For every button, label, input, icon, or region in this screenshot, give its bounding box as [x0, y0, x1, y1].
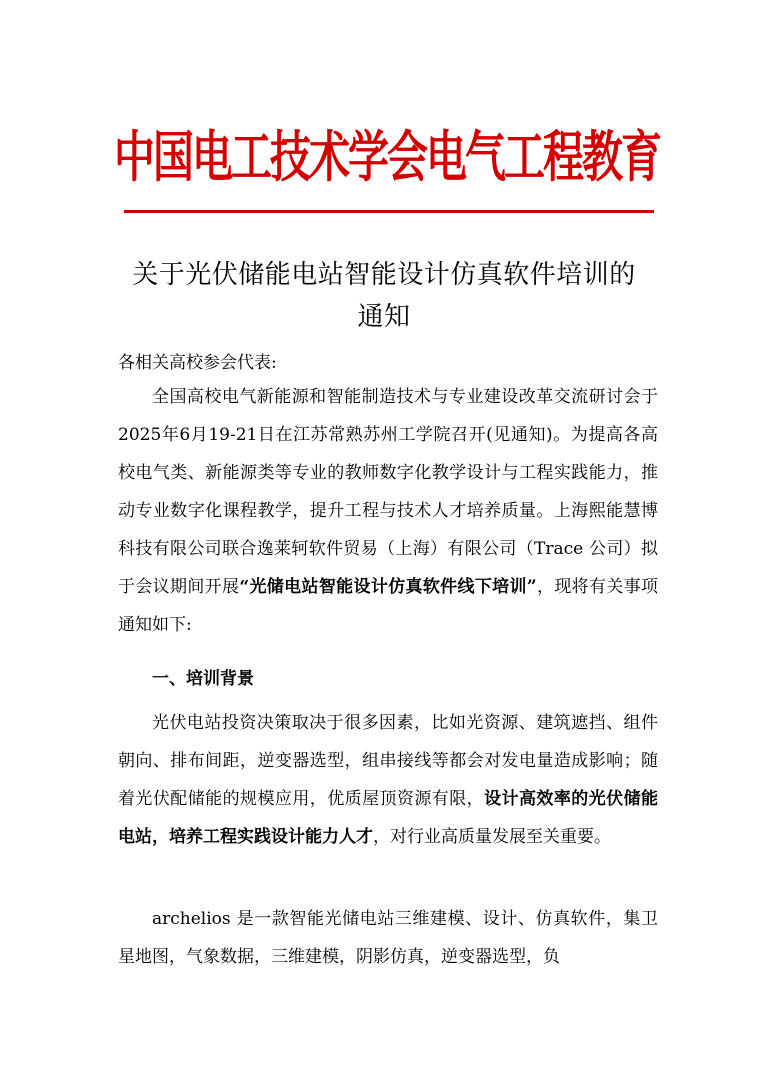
- organization-header-title: 中国电工技术学会电气工程教育: [114, 124, 660, 190]
- notice-title-line-2: 通知: [357, 302, 411, 332]
- paragraph-background-bold: 设计高效率的光伏储能电站，培养工程实践设计能力人才: [118, 789, 659, 847]
- header-divider-line: [124, 210, 654, 213]
- notice-title-line-1: 关于光伏储能电站智能设计仿真软件培训的: [132, 260, 636, 290]
- notice-title: [118, 254, 650, 338]
- salutation: 各相关高校参会代表:: [118, 353, 277, 373]
- paragraph-intro-text-2: ，现将有关事项通知如下:: [118, 577, 658, 635]
- paragraph-archelios: archelios 是一款智能光储电站三维建模、设计、仿真软件，集卫星地图，气象数据，三维建模，阴影仿真，逆变器选型，负: [118, 909, 658, 967]
- paragraph-background-text-1: 光伏电站投资决策取决于很多因素，比如光资源、建筑遮挡、组件朝向、排布间距，逆变器选型，组串接线等都会对发电量造成影响；随着光伏配储能的规模应用，优质屋顶资源有限，: [118, 713, 658, 809]
- paragraph-intro-bold-title: “光储电站智能设计仿真软件线下培训”: [239, 577, 537, 597]
- paragraph-background: [118, 704, 658, 856]
- paragraph-intro: [118, 378, 658, 644]
- section-heading-background: 一、培训背景: [152, 669, 254, 689]
- paragraph-background-text-2: ，对行业高质量发展至关重要。: [373, 827, 611, 847]
- paragraph-intro-text-1: 全国高校电气新能源和智能制造技术与专业建设改革交流研讨会于2025年6月19-21日在江苏常熟苏州工学院召开(见通知)。为提高各高校电气类、新能源类等专业的教师数字化教学设计与工程实践能力，推动专业数字化课程教学，提升工程与技术人才培养质量。上海熙能慧博科技有限公司联合逸莱轲软件贸易（上海）有限公司（Trace 公司）拟于会议期间开展: [118, 387, 658, 597]
